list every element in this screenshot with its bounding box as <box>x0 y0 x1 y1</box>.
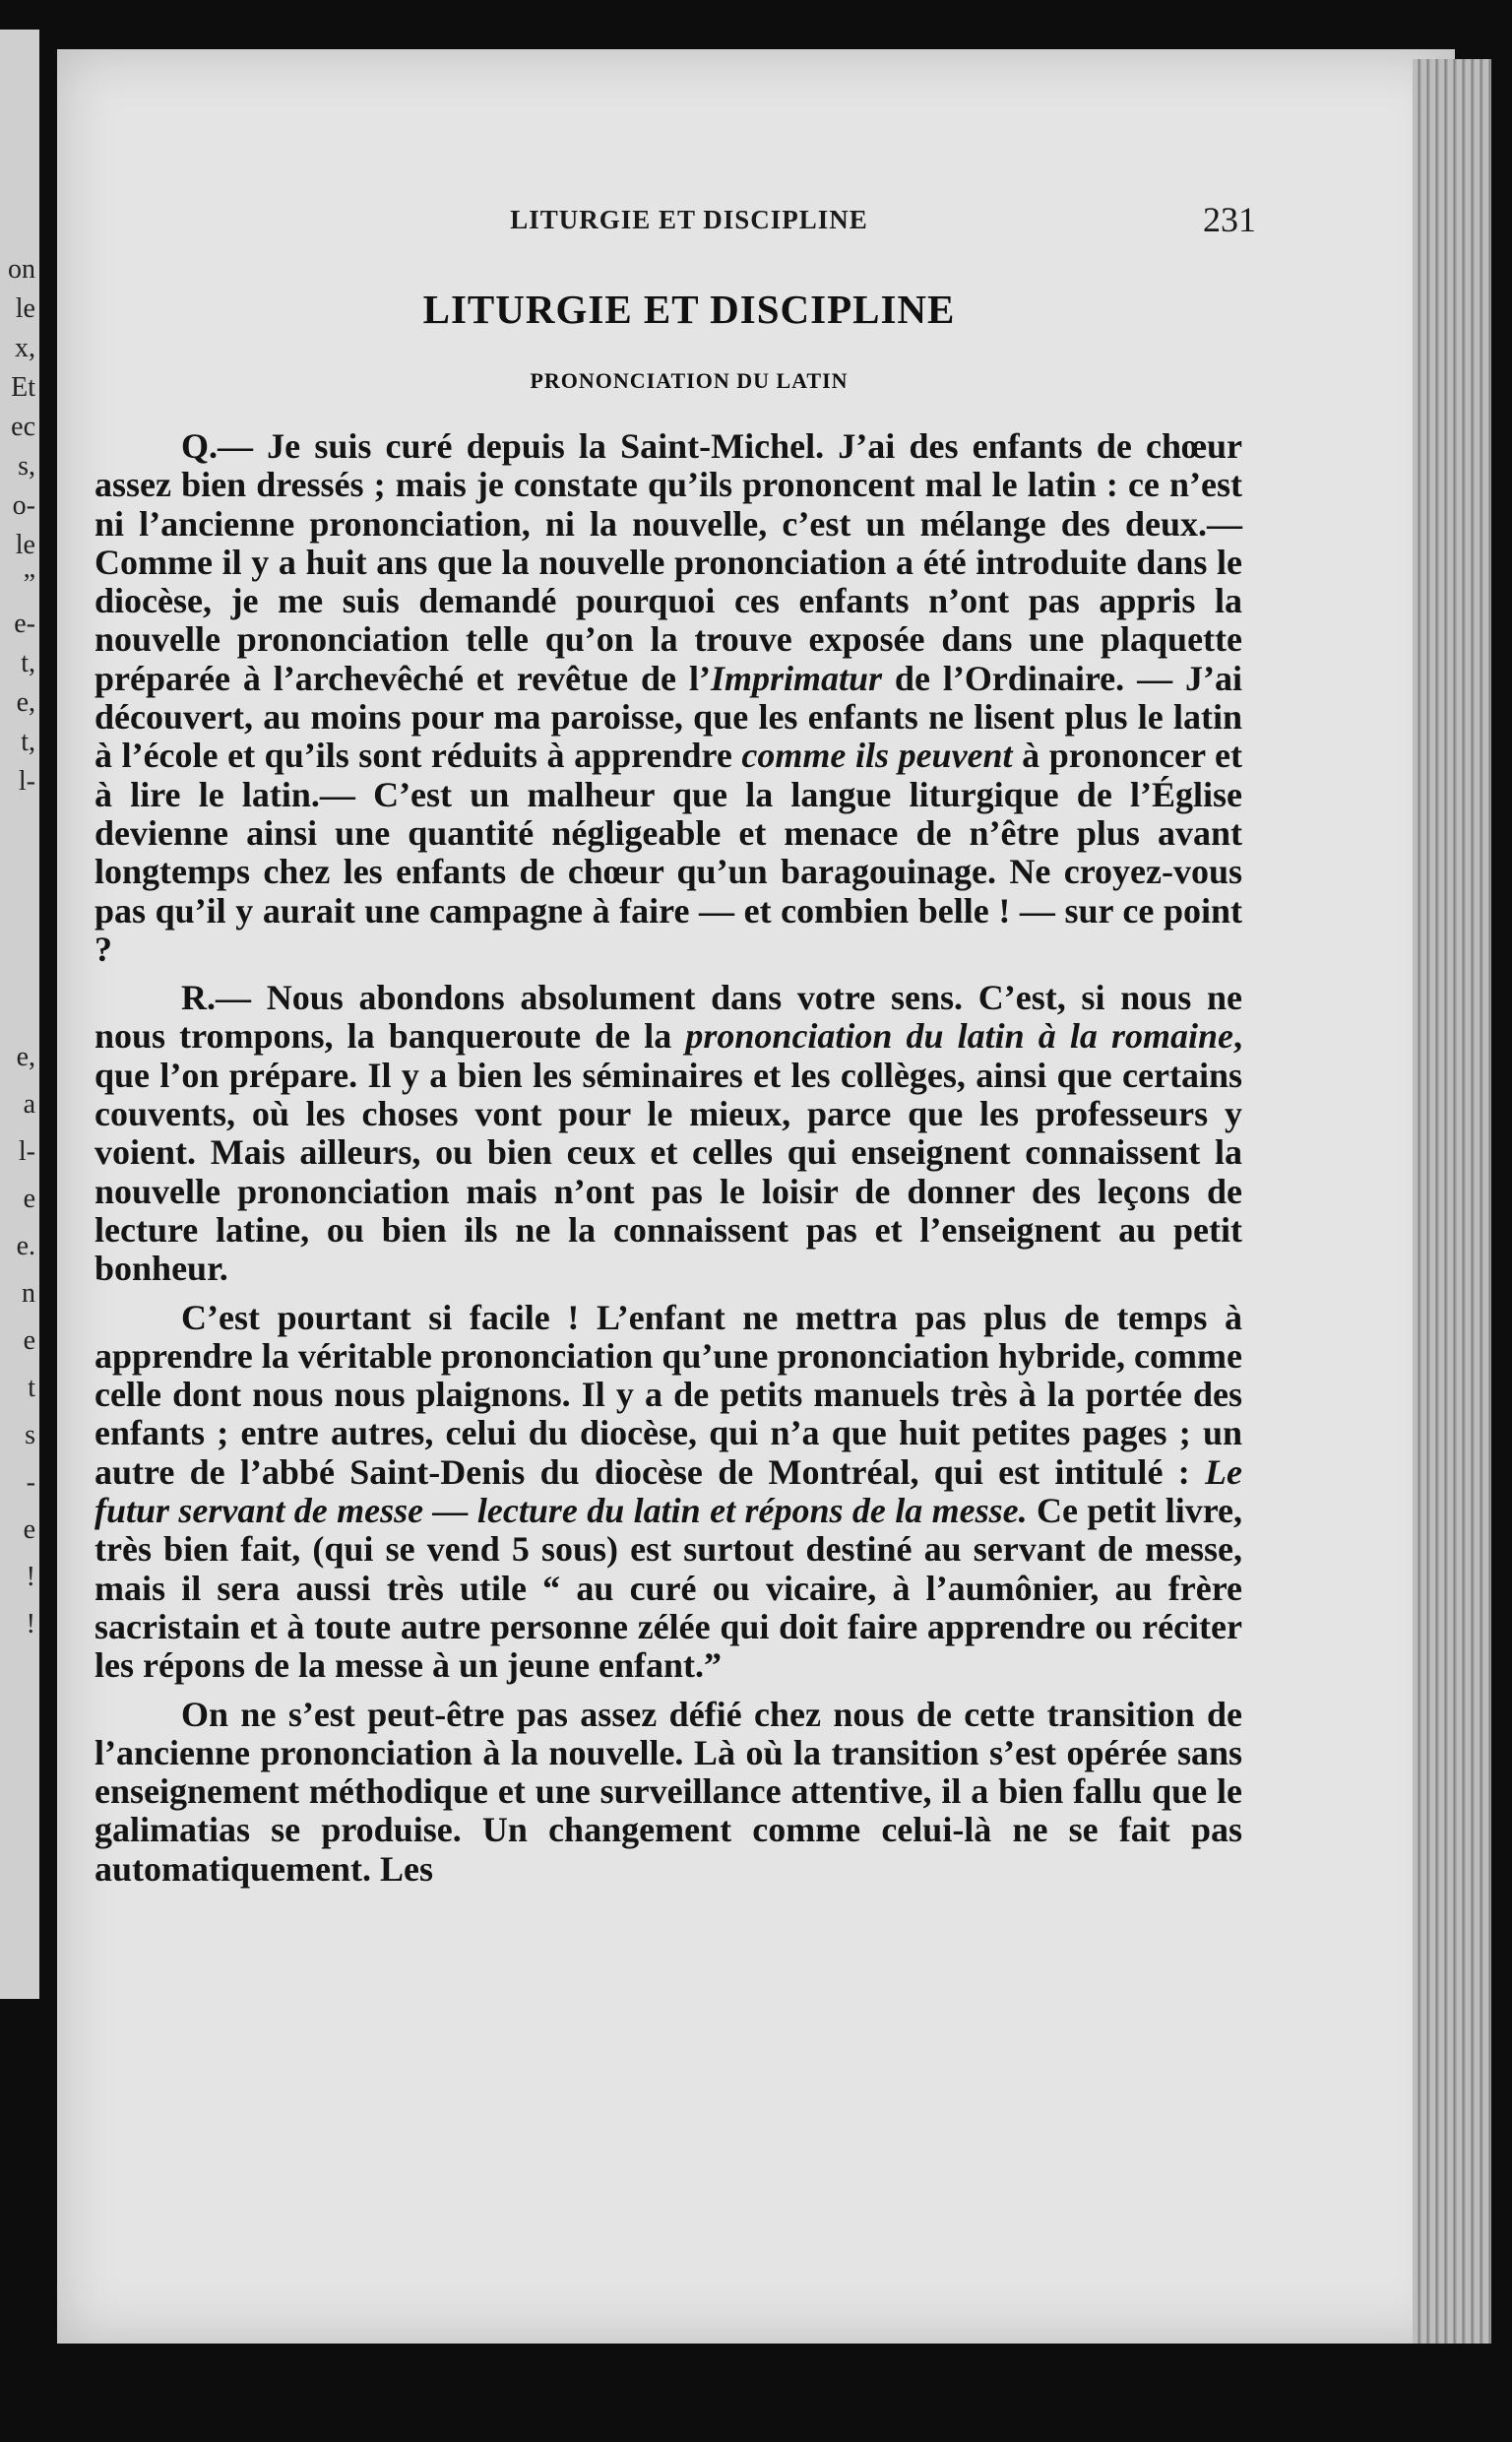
answer-text-2: , que l’on prépare. Il y a bien les séminaires et les collèges, ainsi que certains couvents, où les choses vont pour le mieux, parce que les professeurs y voient. Mais ailleurs, ou bien ceux et celles qui enseignent connaissent la nouvelle prononciation mais n’ont pas le loisir de donner des leçons de lecture latine, ou bien ils ne la connaissent pas et l’enseignent au petit bonheur. <box>94 1016 1243 1289</box>
left-page-fragment: a <box>23 1089 35 1120</box>
question-text-2: de l’Ordinaire. — J’ai découvert, au moins pour ma paroisse, que les enfants ne lisent plus le latin à l’école et qu’ils sont réduits à apprendre <box>94 658 1242 776</box>
left-page-fragment: le <box>15 293 35 324</box>
question-italic-1: Imprimatur <box>710 658 882 698</box>
article-body <box>94 427 1242 1889</box>
left-page-fragment: Et <box>11 372 35 403</box>
left-page-fragment: s, <box>18 451 35 482</box>
third-text-1: C’est pourtant si facile ! L’enfant ne mettra pas plus de temps à apprendre la véritable prononciation qu’une prononciation hybride, comme celle dont nous nous plaignons. Il y a de petits manuels très à la portée des enfants ; entre autres, celui du diocèse, qui n’a que huit petites pages ; un autre de l’abbé Saint-Denis du diocèse de Montréal, qui est intitulé : <box>94 1297 1242 1492</box>
third-text-2: Ce petit livre, très bien fait, (qui se vend 5 sous) est surtout destiné au servant de messe, mais il sera aussi très utile “ au curé ou vicaire, à l’aumônier, au frère sacristain et à toute autre personne zélée qui doit faire apprendre ou réciter les répons de la messe à un jeune enfant.” <box>94 1491 1243 1686</box>
left-page-fragment: ! <box>26 1562 35 1592</box>
paragraph-third <box>94 1299 1242 1686</box>
answer-italic-1: prononciation du latin à la romaine <box>685 1016 1234 1057</box>
left-page-fragment: on <box>8 254 35 285</box>
left-page-fragment: e <box>23 1325 35 1356</box>
left-page-fragment: e <box>23 1514 35 1545</box>
left-page-fragment: s <box>25 1420 35 1450</box>
third-italic-1: Le futur servant de messe — lecture du latin et répons de la messe. <box>94 1451 1242 1531</box>
paragraph-question <box>94 427 1242 969</box>
question-text-3: à prononcer et à lire le latin.— C’est un malheur que la langue liturgique de l’Église devienne ainsi une quantité négligeable et menace de n’être plus avant longtemps chez les enfants de chœur qu’un baragouinage. Ne croyez-vous pas qu’il y aurait une campagne à faire — et combien belle ! — sur ce point ? <box>94 736 1242 969</box>
left-page-fragment: o- <box>12 490 35 521</box>
left-page-fragment: ec <box>11 412 35 442</box>
left-page-fragment: n <box>22 1278 35 1309</box>
paragraph-answer <box>94 979 1242 1288</box>
left-page-fragment: le <box>15 530 35 560</box>
left-page-fragment: e, <box>16 687 35 718</box>
left-page-fragment: e, <box>16 1042 35 1072</box>
section-title: LITURGIE ET DISCIPLINE <box>422 287 956 332</box>
page-edges <box>1413 59 1491 2344</box>
left-page-fragment: t, <box>21 648 35 678</box>
left-page-fragment: x, <box>15 333 35 363</box>
left-page-fragment: t <box>28 1373 35 1403</box>
left-page-fragment: ” <box>23 569 35 600</box>
left-page-fragment: t, <box>21 727 35 757</box>
left-page-fragment: - <box>26 1467 35 1498</box>
left-page-fragment: e <box>23 1184 35 1214</box>
left-page-fragment: e- <box>14 609 35 639</box>
page-number: 231 <box>1203 200 1256 239</box>
paragraph-fourth <box>94 1696 1242 1889</box>
question-italic-2: comme ils peuvent <box>741 736 1013 776</box>
left-page-fragment: l- <box>18 1136 35 1167</box>
left-page-edge <box>0 30 39 1999</box>
running-title: LITURGIE ET DISCIPLINE <box>510 205 868 234</box>
answer-text-1: R.— Nous abondons absolument dans votre sens. C’est, si nous ne nous trompons, la banqueroute de la <box>94 978 1242 1057</box>
left-page-fragment: e. <box>16 1231 35 1261</box>
fourth-text-1: On ne s’est peut-être pas assez défié chez nous de cette transition de l’ancienne prononciation à la nouvelle. Là où la transition s’est opérée sans enseignement méthodique et une surveillance attentive, il a bien fallu que le galimatias se produise. Un changement comme celui-là ne se fait pas automatiquement. Les <box>94 1694 1242 1889</box>
question-text-1: Q.— Je suis curé depuis la Saint-Michel. J’ai des enfants de chœur assez bien dressés ; mais je constate qu’ils prononcent mal le latin : ce n’est ni l’ancienne prononciation, ni la nouvelle, c’est un mélange des deux.— Comme il y a huit ans que la nouvelle prononciation a été introduite dans le diocèse, je me suis demandé pourquoi ces enfants n’ont pas appris la nouvelle prononciation telle qu’on la trouve exposée dans une plaquette préparée à l’archevêché et revêtue de l’ <box>94 426 1242 698</box>
left-page-fragment: ! <box>26 1609 35 1639</box>
section-subtitle: PRONONCIATION DU LATIN <box>530 368 849 393</box>
left-page-fragment: l- <box>18 766 35 797</box>
running-head <box>0 200 1512 244</box>
